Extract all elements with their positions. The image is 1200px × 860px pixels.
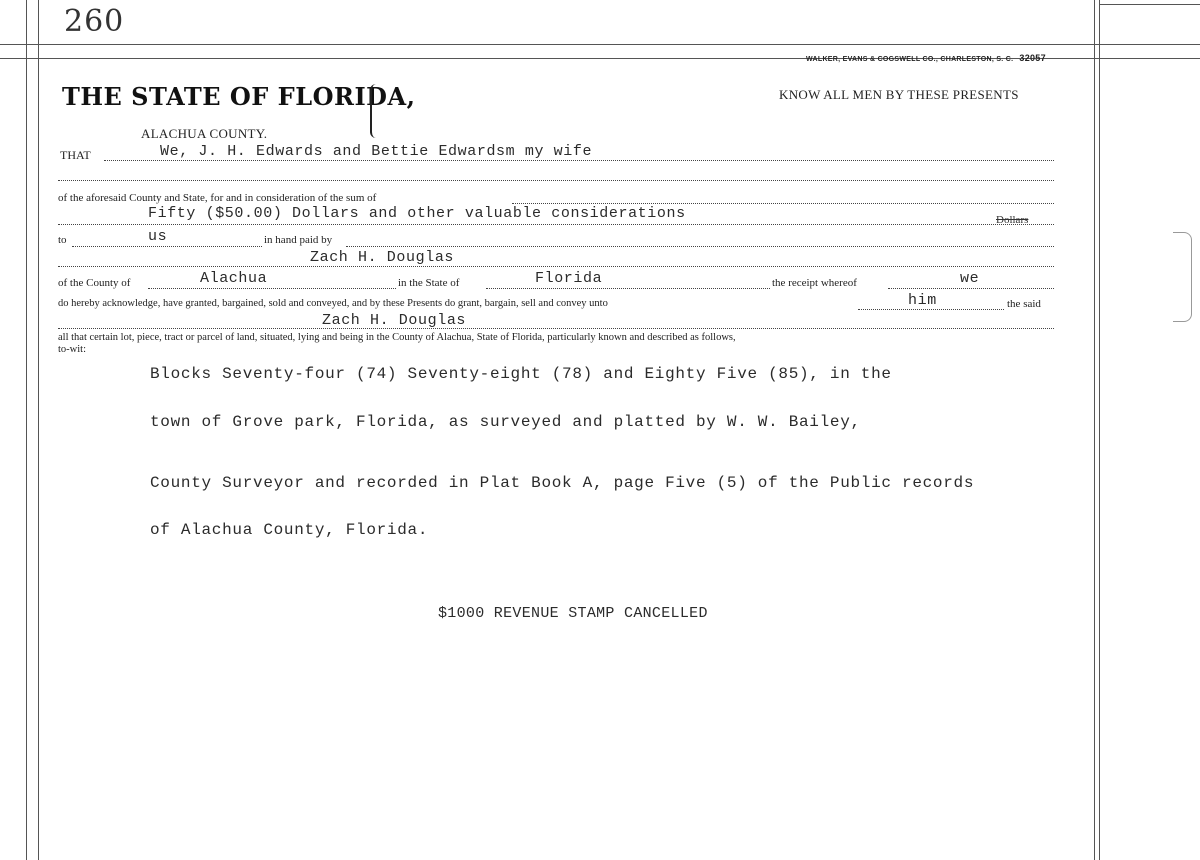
to-dotline bbox=[72, 246, 262, 247]
dollars-struck: Dollars bbox=[996, 214, 1029, 226]
description-line: town of Grove park, Florida, as surveyed and platted by W. W. Bailey, bbox=[150, 413, 861, 431]
unto-dotline bbox=[858, 309, 1004, 310]
county-of-label: of the County of bbox=[58, 277, 131, 289]
blank-dotline bbox=[58, 180, 1054, 181]
receipt-value: we bbox=[960, 270, 980, 287]
consideration-label: of the aforesaid County and State, for and in consideration of the sum of bbox=[58, 192, 377, 204]
receipt-dotline bbox=[888, 288, 1054, 289]
description-line: Blocks Seventy-four (74) Seventy-eight (78) and Eighty Five (85), in the bbox=[150, 365, 892, 383]
grantors-text: We, J. H. Edwards and Bettie Edwardsm my wife bbox=[160, 143, 593, 160]
acknowledge-text: do hereby acknowledge, have granted, bargained, sold and conveyed, and by these Presents do grant, bargain, sell and convey unto bbox=[58, 298, 608, 309]
to-wit-label: to-wit: bbox=[58, 344, 86, 355]
county-dotline bbox=[148, 288, 396, 289]
know-all-men-heading: KNOW ALL MEN BY THESE PRESENTS bbox=[779, 87, 1019, 102]
printer-imprint bbox=[806, 53, 1046, 63]
paid-by-label: in hand paid by bbox=[264, 234, 333, 246]
header-rule-top bbox=[0, 44, 1200, 45]
page-border-left bbox=[26, 0, 27, 860]
land-text: all that certain lot, piece, tract or parcel of land, situated, lying and being in the County of Alachua, State of Florida, particularly known and described as follows, bbox=[58, 332, 736, 343]
unto-value: him bbox=[908, 292, 937, 309]
description-line: County Surveyor and recorded in Plat Book A, page Five (5) of the Public records bbox=[150, 474, 975, 492]
said-grantee-text: Zach H. Douglas bbox=[322, 312, 467, 329]
printer-name: WALKER, EVANS & COGSWELL CO., CHARLESTON, S. C. bbox=[806, 56, 1014, 63]
revenue-stamp-note: $1000 REVENUE STAMP CANCELLED bbox=[438, 605, 708, 622]
that-label: THAT bbox=[60, 148, 91, 162]
printer-code: 32057 bbox=[1019, 53, 1046, 63]
to-value: us bbox=[148, 228, 168, 245]
paid-by-dotline bbox=[346, 246, 1054, 247]
that-dotline bbox=[104, 160, 1054, 161]
grantee-text: Zach H. Douglas bbox=[310, 249, 455, 266]
page-border-right-inner bbox=[1099, 0, 1100, 860]
to-label: to bbox=[58, 234, 67, 246]
page-border-left-inner bbox=[38, 0, 39, 860]
bracket-mark bbox=[370, 84, 380, 138]
grantee-dotline bbox=[58, 266, 1054, 267]
amount-text: Fifty ($50.00) Dollars and other valuable considerations bbox=[148, 205, 686, 222]
state-of-label: in the State of bbox=[398, 277, 460, 289]
page-number: 260 bbox=[64, 4, 125, 39]
state-dotline bbox=[486, 288, 770, 289]
state-value: Florida bbox=[535, 270, 603, 287]
binding-clip-mark bbox=[1173, 232, 1192, 322]
state-title: THE STATE OF FLORIDA, bbox=[62, 82, 416, 111]
page-border-right bbox=[1094, 0, 1095, 860]
receipt-label: the receipt whereof bbox=[772, 277, 857, 289]
amount-dotline bbox=[58, 224, 1054, 225]
the-said-label: the said bbox=[1007, 298, 1041, 310]
top-rule bbox=[1099, 4, 1200, 5]
consideration-dotline bbox=[512, 203, 1054, 204]
said-grantee-dotline bbox=[58, 328, 1054, 329]
county-value: Alachua bbox=[200, 270, 268, 287]
description-line: of Alachua County, Florida. bbox=[150, 521, 429, 539]
county-heading: ALACHUA COUNTY. bbox=[141, 126, 268, 141]
